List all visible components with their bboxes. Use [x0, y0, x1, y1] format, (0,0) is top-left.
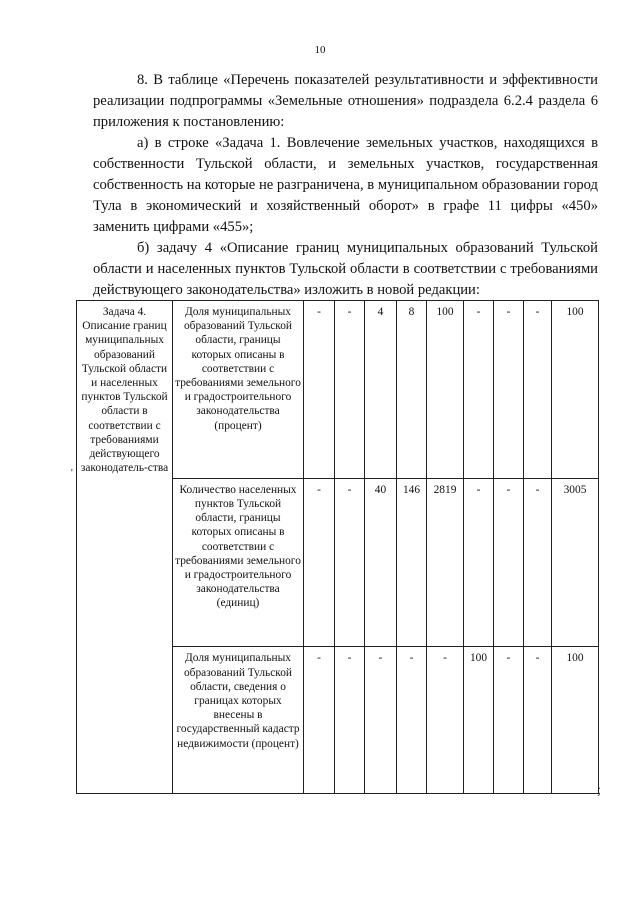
indicator-cell: Доля муниципальных образований Тульской области, сведения о границах которых внесены в государственный кадастр недвижимости (процент)	[173, 647, 304, 794]
value-cell: -	[335, 647, 365, 794]
value-cell: -	[365, 647, 397, 794]
value-cell: 100	[552, 301, 599, 479]
indicators-table	[76, 300, 599, 794]
value-cell: -	[524, 478, 552, 647]
margin-mark: '	[71, 468, 73, 479]
value-cell: -	[335, 478, 365, 647]
table-row	[77, 301, 599, 479]
body-text	[93, 70, 598, 301]
value-cell: -	[524, 647, 552, 794]
value-cell: -	[304, 478, 335, 647]
value-cell: 100	[427, 301, 464, 479]
value-cell: -	[524, 301, 552, 479]
value-cell: 4	[365, 301, 397, 479]
page-number: 10	[314, 44, 326, 56]
paragraph-a: а) в строке «Задача 1. Вовлечение земельных участков, находящихся в собственности Тульской области, и земельных участков, государственная собственность на которые не разграничена, в муниципальном образовании город Тула в экономический и хозяйственный оборот» в графе 11 цифры «450» заменить цифрами «455»;	[93, 135, 598, 235]
task-cell: Задача 4. Описание границ муниципальных образований Тульской области и населенных пунктов Тульской области в соответствии с требованиями действующего законодатель-ства	[77, 301, 173, 794]
indicator-cell: Доля муниципальных образований Тульской области, границы которых описаны в соответствии с требованиями земельного и градостроительного законодательства (процент)	[173, 301, 304, 479]
value-cell: 40	[365, 478, 397, 647]
value-cell: 3005	[552, 478, 599, 647]
value-cell: -	[304, 647, 335, 794]
value-cell: -	[464, 301, 494, 479]
indicator-cell: Количество населенных пунктов Тульской области, границы которых описаны в соответствии с требованиями земельного и градостроительного законодательства (единиц)	[173, 478, 304, 647]
value-cell: 100	[464, 647, 494, 794]
value-cell: 100	[552, 647, 599, 794]
value-cell: 146	[397, 478, 427, 647]
value-cell: -	[397, 647, 427, 794]
paragraph-8: 8. В таблице «Перечень показателей результативности и эффективности реализации подпрограммы «Земельные отношения» подраздела 6.2.4 раздела 6 приложения к постановлению:	[93, 72, 598, 130]
value-cell: -	[494, 301, 524, 479]
value-cell: -	[494, 478, 524, 647]
value-cell: -	[335, 301, 365, 479]
value-cell: 2819	[427, 478, 464, 647]
paragraph-b: б) задачу 4 «Описание границ муниципальных образований Тульской области и населенных пунктов Тульской области в соответствии с требованиями действующего законодательства» изложить в новой редакции:	[93, 240, 598, 298]
value-cell: -	[464, 478, 494, 647]
value-cell: -	[494, 647, 524, 794]
trailing-semicolon: ;	[597, 783, 601, 798]
value-cell: -	[427, 647, 464, 794]
value-cell: -	[304, 301, 335, 479]
value-cell: 8	[397, 301, 427, 479]
